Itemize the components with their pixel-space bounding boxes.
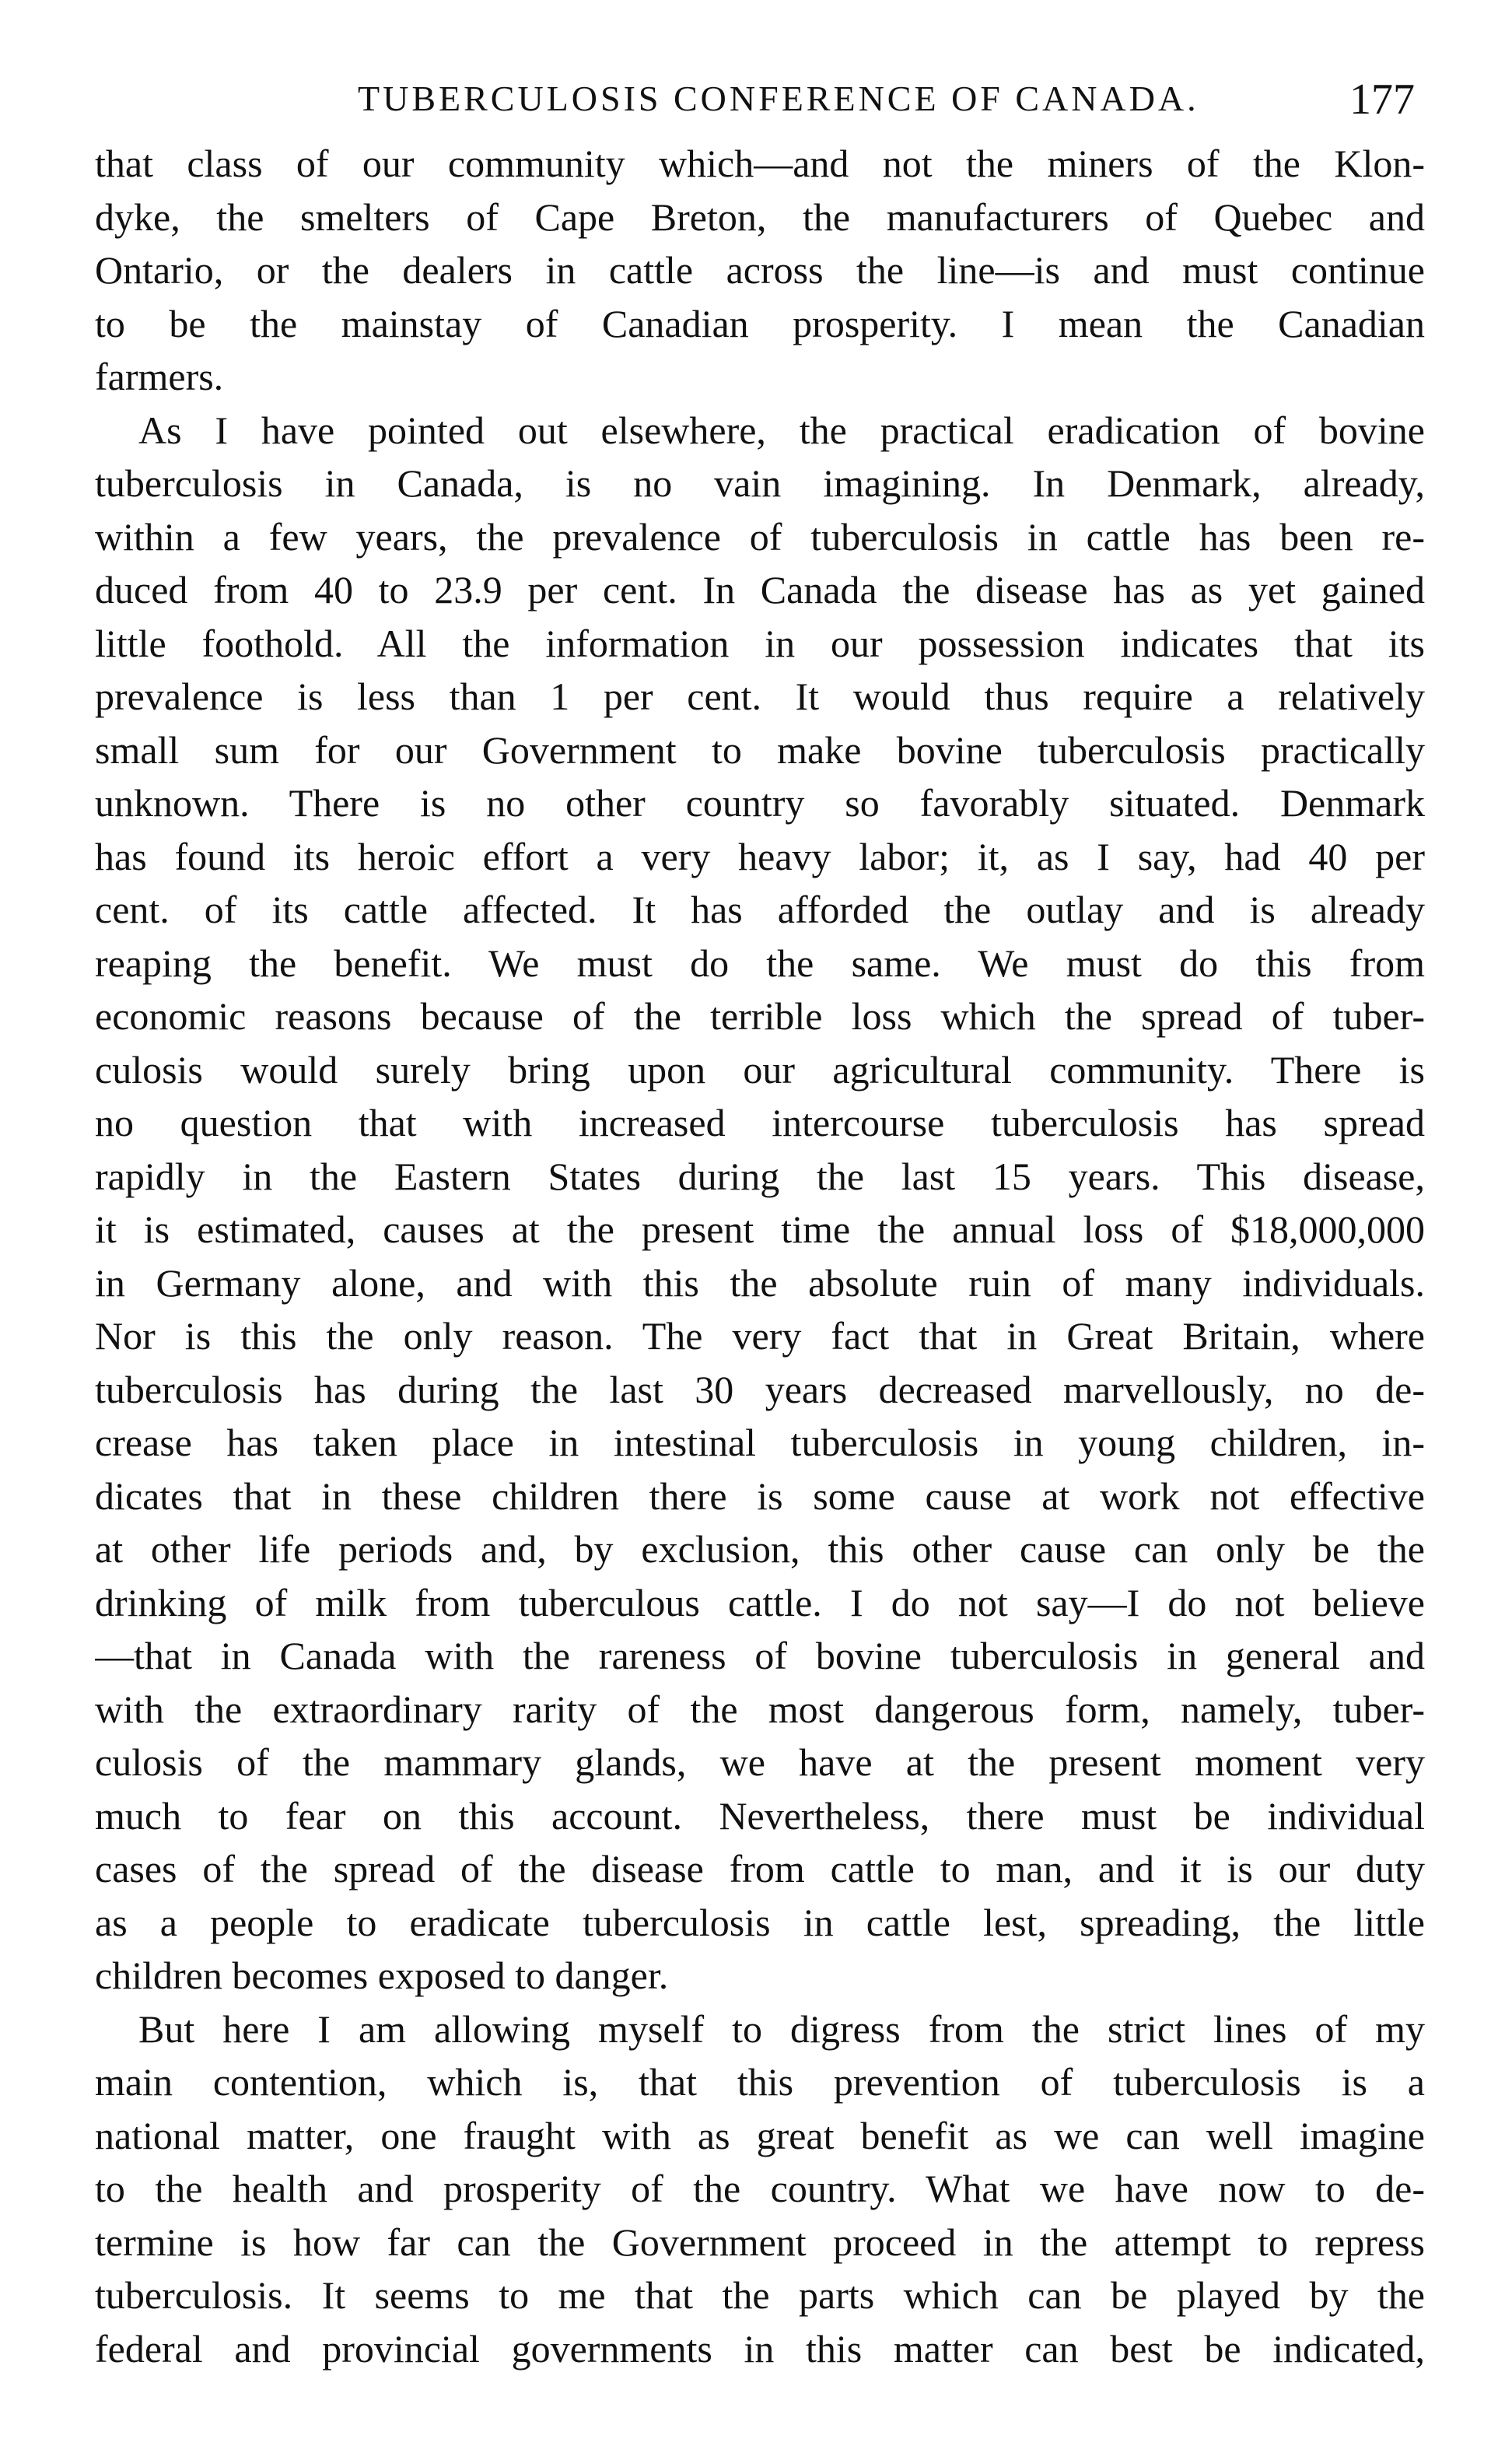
text-line: culosis would surely bring upon our agricultural community. There is <box>95 1047 1425 1092</box>
text-line: small sum for our Government to make bovine tuberculosis practically <box>95 727 1425 772</box>
text-line: at other life periods and, by exclusion, this other cause can only be the <box>95 1527 1425 1571</box>
text-line: to the health and prosperity of the country. What we have now to de- <box>95 2167 1425 2210</box>
text-line: termine is how far can the Government proceed in the attempt to repress <box>95 2220 1425 2264</box>
text-line: —that in Canada with the rareness of bovine tuberculosis in general and <box>95 1634 1425 1677</box>
running-title: TUBERCULOSIS CONFERENCE OF CANADA. <box>358 79 1199 118</box>
text-line: little foothold. All the information in our possession indicates that its <box>95 621 1425 665</box>
text-line: it is estimated, causes at the present time the annual loss of $18,000,000 <box>95 1207 1425 1251</box>
text-line: children becomes exposed to danger. <box>95 1954 669 1997</box>
text-line: main contention, which is, that this prevention of tuberculosis is a <box>95 2060 1425 2104</box>
text-line: dyke, the smelters of Cape Breton, the manufacturers of Quebec and <box>95 194 1425 239</box>
text-line: as a people to eradicate tuberculosis in cattle lest, spreading, the little <box>95 1900 1425 1944</box>
text-line: culosis of the mammary glands, we have at the present moment very <box>95 1740 1425 1784</box>
text-line: drinking of milk from tuberculous cattle. I do not say—I do not believe <box>95 1580 1425 1624</box>
running-head <box>0 75 1512 132</box>
text-line: with the extraordinary rarity of the most dangerous form, namely, tuber- <box>95 1687 1425 1731</box>
text-line: has found its heroic effort a very heavy labor; it, as I say, had 40 per <box>95 834 1425 878</box>
text-line: that class of our community which—and not the miners of the Klon- <box>95 142 1425 185</box>
text-line: Ontario, or the dealers in cattle across the line—is and must continue <box>95 248 1425 292</box>
body-text <box>95 137 1425 2375</box>
text-line: prevalence is less than 1 per cent. It would thus require a relatively <box>95 675 1425 718</box>
text-line: federal and provincial governments in this matter can best be indicated, <box>95 2326 1425 2371</box>
text-line: tuberculosis. It seems to me that the parts which can be played by the <box>95 2273 1425 2317</box>
text-line: no question that with increased intercourse tuberculosis has spread <box>95 1101 1425 1144</box>
text-line: Nor is this the only reason. The very fact that in Great Britain, where <box>95 1314 1425 1358</box>
text-line: dicates that in these children there is some cause at work not effective <box>95 1474 1425 1518</box>
text-line: economic reasons because of the terrible loss which the spread of tuber- <box>95 994 1425 1038</box>
text-line: cases of the spread of the disease from cattle to man, and it is our duty <box>95 1847 1425 1891</box>
text-line: farmers. <box>95 355 224 398</box>
text-line: reaping the benefit. We must do the same. We must do this from <box>95 941 1425 985</box>
text-line: tuberculosis in Canada, is no vain imagining. In Denmark, already, <box>95 461 1425 505</box>
text-line: As I have pointed out elsewhere, the practical eradication of bovine <box>138 408 1425 452</box>
text-line: national matter, one fraught with as great benefit as we can well imagine <box>95 2113 1425 2157</box>
text-line: within a few years, the prevalence of tuberculosis in cattle has been re- <box>95 514 1425 559</box>
text-line: tuberculosis has during the last 30 years decreased marvellously, no de- <box>95 1367 1425 1411</box>
text-line: rapidly in the Eastern States during the last 15 years. This disease, <box>95 1154 1425 1198</box>
text-line: But here I am allowing myself to digress from the strict lines of my <box>138 2006 1425 2051</box>
page-number: 177 <box>1349 75 1415 124</box>
text-line: crease has taken place in intestinal tuberculosis in young children, in- <box>95 1421 1425 1464</box>
text-line: duced from 40 to 23.9 per cent. In Canada the disease has as yet gained <box>95 568 1425 611</box>
text-line: in Germany alone, and with this the absolute ruin of many individuals. <box>95 1260 1425 1305</box>
text-line: to be the mainstay of Canadian prosperity. I mean the Canadian <box>95 301 1425 345</box>
text-line: cent. of its cattle affected. It has afforded the outlay and is already <box>95 888 1425 931</box>
text-line: much to fear on this account. Nevertheless, there must be individual <box>95 1793 1425 1838</box>
text-line: unknown. There is no other country so favorably situated. Denmark <box>95 781 1425 825</box>
